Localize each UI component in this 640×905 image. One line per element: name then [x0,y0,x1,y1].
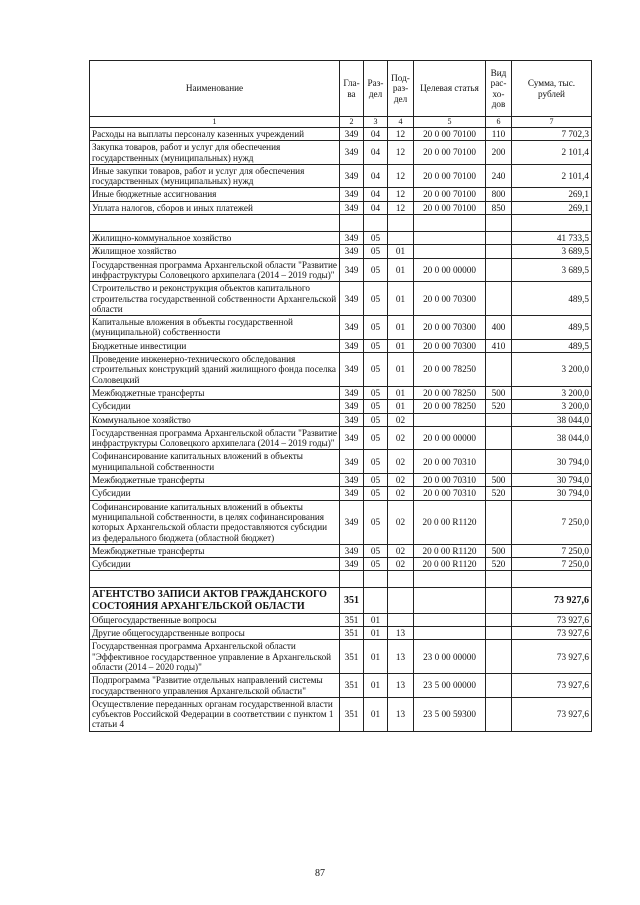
row-sum-cell: 269,1 [512,201,592,214]
row-statya-cell: 20 0 00 70310 [414,450,486,474]
row-razdel-cell: 01 [364,674,388,698]
row-podrazdel-cell: 13 [388,674,414,698]
row-glava-cell: 351 [340,697,364,731]
row-vid-cell: 520 [486,558,512,571]
row-razdel-cell: 01 [364,697,388,731]
row-razdel-cell: 04 [364,128,388,141]
row-razdel-cell: 05 [364,386,388,399]
row-vid-cell: 500 [486,474,512,487]
row-podrazdel-cell [388,232,414,245]
row-razdel-cell: 01 [364,640,388,674]
table-header-row [90,61,592,117]
column-number: 2 [340,117,364,128]
row-glava-cell: 351 [340,613,364,626]
row-vid-cell [486,588,512,613]
row-podrazdel-cell: 01 [388,386,414,399]
row-statya-cell: 23 0 00 00000 [414,640,486,674]
row-statya-cell: 20 0 00 70300 [414,339,486,352]
row-statya-cell: 20 0 00 70100 [414,141,486,165]
table-row [90,500,592,544]
row-podrazdel-cell: 12 [388,128,414,141]
row-name-cell: Коммунальное хозяйство [90,413,340,426]
row-statya-cell: 20 0 00 70100 [414,188,486,201]
row-glava-cell: 351 [340,627,364,640]
row-razdel-cell: 05 [364,339,388,352]
row-sum-cell: 2 101,4 [512,164,592,188]
row-razdel-cell: 04 [364,188,388,201]
row-razdel-cell: 05 [364,353,388,387]
table-row [90,316,592,340]
row-vid-cell: 400 [486,316,512,340]
row-podrazdel-cell: 01 [388,316,414,340]
row-sum-cell: 30 794,0 [512,487,592,500]
row-sum-cell: 38 044,0 [512,413,592,426]
row-glava-cell: 349 [340,413,364,426]
row-sum-cell: 7 250,0 [512,500,592,544]
row-glava-cell: 349 [340,258,364,282]
row-razdel-cell: 05 [364,400,388,413]
row-name-cell: Расходы на выплаты персоналу казенных учреждений [90,128,340,141]
row-razdel-cell: 05 [364,413,388,426]
column-number: 4 [388,117,414,128]
row-razdel-cell: 05 [364,316,388,340]
row-statya-cell: 23 5 00 59300 [414,697,486,731]
row-statya-cell: 20 0 00 70300 [414,316,486,340]
row-podrazdel-cell: 13 [388,640,414,674]
table-row [90,474,592,487]
row-glava-cell: 349 [340,426,364,450]
row-vid-cell [486,613,512,626]
row-podrazdel-cell: 12 [388,164,414,188]
row-statya-cell: 20 0 00 78250 [414,353,486,387]
table-row [90,128,592,141]
column-number: 1 [90,117,340,128]
row-statya-cell: 20 0 00 00000 [414,426,486,450]
column-number: 6 [486,117,512,128]
column-number-row [90,117,592,128]
row-sum-cell: 30 794,0 [512,474,592,487]
row-podrazdel-cell: 13 [388,627,414,640]
row-name-cell: Субсидии [90,558,340,571]
column-number: 5 [414,117,486,128]
row-name-cell: Другие общегосударственные вопросы [90,627,340,640]
column-number: 7 [512,117,592,128]
row-glava-cell: 349 [340,500,364,544]
row-sum-cell: 73 927,6 [512,674,592,698]
column-number: 3 [364,117,388,128]
row-razdel-cell: 05 [364,474,388,487]
table-row [90,558,592,571]
row-razdel-cell: 01 [364,613,388,626]
table-row [90,188,592,201]
row-vid-cell [486,697,512,731]
row-glava-cell: 351 [340,674,364,698]
row-name-cell: Межбюджетные трансферты [90,386,340,399]
row-vid-cell: 500 [486,386,512,399]
row-podrazdel-cell: 01 [388,282,414,316]
row-name-cell: Межбюджетные трансферты [90,474,340,487]
row-name-cell: Закупка товаров, работ и услуг для обеспечения государственных (муниципальных) нужд [90,141,340,165]
table-row [90,232,592,245]
row-podrazdel-cell: 12 [388,188,414,201]
row-glava-cell: 349 [340,164,364,188]
table-row [90,450,592,474]
table-row [90,613,592,626]
empty-cell [388,571,414,588]
row-name-cell: Уплата налогов, сборов и иных платежей [90,201,340,214]
row-statya-cell: 20 0 00 70100 [414,201,486,214]
row-podrazdel-cell [388,588,414,613]
row-name-cell: Подпрограмма "Развитие отдельных направлений системы государственного управления Архангельской области" [90,674,340,698]
spacer-row [90,571,592,588]
header-razdel: Раз-дел [364,61,388,117]
row-name-cell: Жилищное хозяйство [90,245,340,258]
row-sum-cell: 489,5 [512,339,592,352]
row-vid-cell: 110 [486,128,512,141]
row-glava-cell: 349 [340,245,364,258]
row-statya-cell: 20 0 00 R1120 [414,544,486,557]
row-sum-cell: 7 702,3 [512,128,592,141]
table-row [90,413,592,426]
table-row [90,426,592,450]
table-row [90,487,592,500]
row-podrazdel-cell: 02 [388,474,414,487]
row-statya-cell [414,613,486,626]
row-statya-cell: 20 0 00 70310 [414,487,486,500]
row-glava-cell: 351 [340,588,364,613]
header-name: Наименование [90,61,340,117]
table-body [90,128,592,732]
row-sum-cell: 73 927,6 [512,627,592,640]
row-razdel-cell: 04 [364,164,388,188]
row-glava-cell: 349 [340,544,364,557]
row-vid-cell [486,245,512,258]
row-name-cell: Иные закупки товаров, работ и услуг для обеспечения государственных (муниципальных) нужд [90,164,340,188]
empty-cell [340,571,364,588]
row-name-cell: АГЕНТСТВО ЗАПИСИ АКТОВ ГРАЖДАНСКОГО СОСТОЯНИЯ АРХАНГЕЛЬСКОЙ ОБЛАСТИ [90,588,340,613]
row-razdel-cell: 05 [364,282,388,316]
row-podrazdel-cell: 13 [388,697,414,731]
row-statya-cell: 20 0 00 78250 [414,386,486,399]
row-glava-cell: 349 [340,400,364,413]
row-statya-cell: 20 0 00 R1120 [414,500,486,544]
table-row [90,164,592,188]
table-row [90,282,592,316]
row-sum-cell: 2 101,4 [512,141,592,165]
empty-cell [414,215,486,232]
empty-cell [512,571,592,588]
row-statya-cell: 20 0 00 70310 [414,474,486,487]
row-sum-cell: 3 200,0 [512,353,592,387]
row-podrazdel-cell: 02 [388,500,414,544]
row-vid-cell [486,413,512,426]
header-podrazdel: Под-раз-дел [388,61,414,117]
row-name-cell: Государственная программа Архангельской области "Развитие инфраструктуры Соловецкого архипелага (2014 – 2019 годы)" [90,258,340,282]
row-vid-cell [486,232,512,245]
row-glava-cell: 349 [340,487,364,500]
table-row [90,544,592,557]
row-glava-cell: 349 [340,201,364,214]
row-vid-cell: 520 [486,400,512,413]
empty-cell [90,215,340,232]
header-sum: Сумма, тыс. рублей [512,61,592,117]
row-razdel-cell: 05 [364,426,388,450]
row-sum-cell: 73 927,6 [512,697,592,731]
row-glava-cell: 349 [340,282,364,316]
row-name-cell: Капитальные вложения в объекты государственной (муниципальной) собственности [90,316,340,340]
row-name-cell: Жилищно-коммунальное хозяйство [90,232,340,245]
row-vid-cell: 500 [486,544,512,557]
empty-cell [340,215,364,232]
row-glava-cell: 349 [340,128,364,141]
row-name-cell: Государственная программа Архангельской области "Развитие инфраструктуры Соловецкого архипелага (2014 – 2019 годы)" [90,426,340,450]
table-row [90,674,592,698]
row-name-cell: Субсидии [90,487,340,500]
row-podrazdel-cell [388,613,414,626]
row-vid-cell [486,500,512,544]
row-glava-cell: 349 [340,353,364,387]
table-row [90,627,592,640]
table-row [90,400,592,413]
row-vid-cell [486,640,512,674]
row-razdel-cell: 05 [364,450,388,474]
row-podrazdel-cell: 12 [388,141,414,165]
row-name-cell: Строительство и реконструкция объектов капитального строительства государственной собственности Архангельской области [90,282,340,316]
row-vid-cell [486,674,512,698]
row-sum-cell: 3 689,5 [512,258,592,282]
row-podrazdel-cell: 01 [388,258,414,282]
row-sum-cell: 269,1 [512,188,592,201]
row-razdel-cell: 05 [364,544,388,557]
row-podrazdel-cell: 02 [388,558,414,571]
row-statya-cell: 20 0 00 78250 [414,400,486,413]
row-name-cell: Бюджетные инвестиции [90,339,340,352]
row-podrazdel-cell: 01 [388,400,414,413]
row-razdel-cell: 05 [364,487,388,500]
table-row [90,141,592,165]
page-number: 87 [315,868,325,879]
row-name-cell: Субсидии [90,400,340,413]
empty-cell [364,215,388,232]
row-sum-cell: 30 794,0 [512,450,592,474]
row-vid-cell [486,258,512,282]
row-sum-cell: 3 200,0 [512,400,592,413]
row-statya-cell: 20 0 00 00000 [414,258,486,282]
header-glava: Гла-ва [340,61,364,117]
row-sum-cell: 73 927,6 [512,640,592,674]
row-razdel-cell: 01 [364,627,388,640]
row-vid-cell [486,450,512,474]
table-row [90,245,592,258]
row-podrazdel-cell: 02 [388,487,414,500]
row-podrazdel-cell: 02 [388,544,414,557]
row-vid-cell: 520 [486,487,512,500]
row-razdel-cell: 04 [364,141,388,165]
row-sum-cell: 7 250,0 [512,544,592,557]
row-sum-cell: 38 044,0 [512,426,592,450]
spacer-row [90,215,592,232]
table-row [90,339,592,352]
row-glava-cell: 349 [340,386,364,399]
row-name-cell: Иные бюджетные ассигнования [90,188,340,201]
row-vid-cell [486,353,512,387]
row-sum-cell: 7 250,0 [512,558,592,571]
row-glava-cell: 349 [340,316,364,340]
row-glava-cell: 349 [340,558,364,571]
table-row [90,201,592,214]
table-row [90,640,592,674]
table-row [90,353,592,387]
empty-cell [388,215,414,232]
row-vid-cell: 410 [486,339,512,352]
row-razdel-cell: 05 [364,232,388,245]
row-vid-cell: 240 [486,164,512,188]
row-glava-cell: 349 [340,339,364,352]
table-row [90,588,592,613]
row-statya-cell: 20 0 00 70100 [414,128,486,141]
row-podrazdel-cell: 01 [388,353,414,387]
table-row [90,697,592,731]
row-vid-cell [486,426,512,450]
empty-cell [364,571,388,588]
row-razdel-cell: 05 [364,558,388,571]
row-sum-cell: 73 927,6 [512,588,592,613]
row-vid-cell: 200 [486,141,512,165]
budget-table [89,60,592,732]
row-glava-cell: 349 [340,232,364,245]
empty-cell [512,215,592,232]
row-podrazdel-cell: 12 [388,201,414,214]
row-sum-cell: 3 200,0 [512,386,592,399]
row-statya-cell [414,627,486,640]
row-name-cell: Софинансирование капитальных вложений в объекты муниципальной собственности, в целях софинансирования которых Архангельской области предоставляются субсидии из федерального бюджета (областной бюджет) [90,500,340,544]
row-sum-cell: 3 689,5 [512,245,592,258]
row-statya-cell: 20 0 00 R1120 [414,558,486,571]
table-row [90,258,592,282]
empty-cell [486,571,512,588]
row-podrazdel-cell: 01 [388,339,414,352]
row-statya-cell: 20 0 00 70100 [414,164,486,188]
table-row [90,386,592,399]
row-razdel-cell: 04 [364,201,388,214]
row-podrazdel-cell: 02 [388,413,414,426]
row-razdel-cell: 05 [364,258,388,282]
row-statya-cell: 23 5 00 00000 [414,674,486,698]
row-name-cell: Общегосударственные вопросы [90,613,340,626]
row-sum-cell: 73 927,6 [512,613,592,626]
row-razdel-cell: 05 [364,500,388,544]
row-glava-cell: 349 [340,141,364,165]
row-name-cell: Осуществление переданных органам государственной власти субъектов Российской Федерации в соответствии с пунктом 1 статьи 4 [90,697,340,731]
row-glava-cell: 351 [340,640,364,674]
row-glava-cell: 349 [340,474,364,487]
row-podrazdel-cell: 02 [388,426,414,450]
row-glava-cell: 349 [340,450,364,474]
row-razdel-cell [364,588,388,613]
header-statya: Целевая статья [414,61,486,117]
row-sum-cell: 489,5 [512,282,592,316]
empty-cell [486,215,512,232]
row-vid-cell: 850 [486,201,512,214]
row-statya-cell [414,232,486,245]
row-podrazdel-cell: 01 [388,245,414,258]
empty-cell [414,571,486,588]
row-name-cell: Софинансирование капитальных вложений в объекты муниципальной собственности [90,450,340,474]
row-vid-cell: 800 [486,188,512,201]
row-name-cell: Межбюджетные трансферты [90,544,340,557]
row-name-cell: Государственная программа Архангельской области "Эффективное государственное управление в Архангельской области (2014 – 2020 годы)" [90,640,340,674]
row-vid-cell [486,627,512,640]
row-podrazdel-cell: 02 [388,450,414,474]
row-vid-cell [486,282,512,316]
row-sum-cell: 489,5 [512,316,592,340]
row-name-cell: Проведение инженерно-технического обследования строительных конструкций зданий жилищного фонда поселка Соловецкий [90,353,340,387]
row-statya-cell [414,413,486,426]
header-vid: Вид рас-хо-дов [486,61,512,117]
row-razdel-cell: 05 [364,245,388,258]
row-statya-cell: 20 0 00 70300 [414,282,486,316]
row-glava-cell: 349 [340,188,364,201]
row-statya-cell [414,588,486,613]
empty-cell [90,571,340,588]
row-statya-cell [414,245,486,258]
row-sum-cell: 41 733,5 [512,232,592,245]
